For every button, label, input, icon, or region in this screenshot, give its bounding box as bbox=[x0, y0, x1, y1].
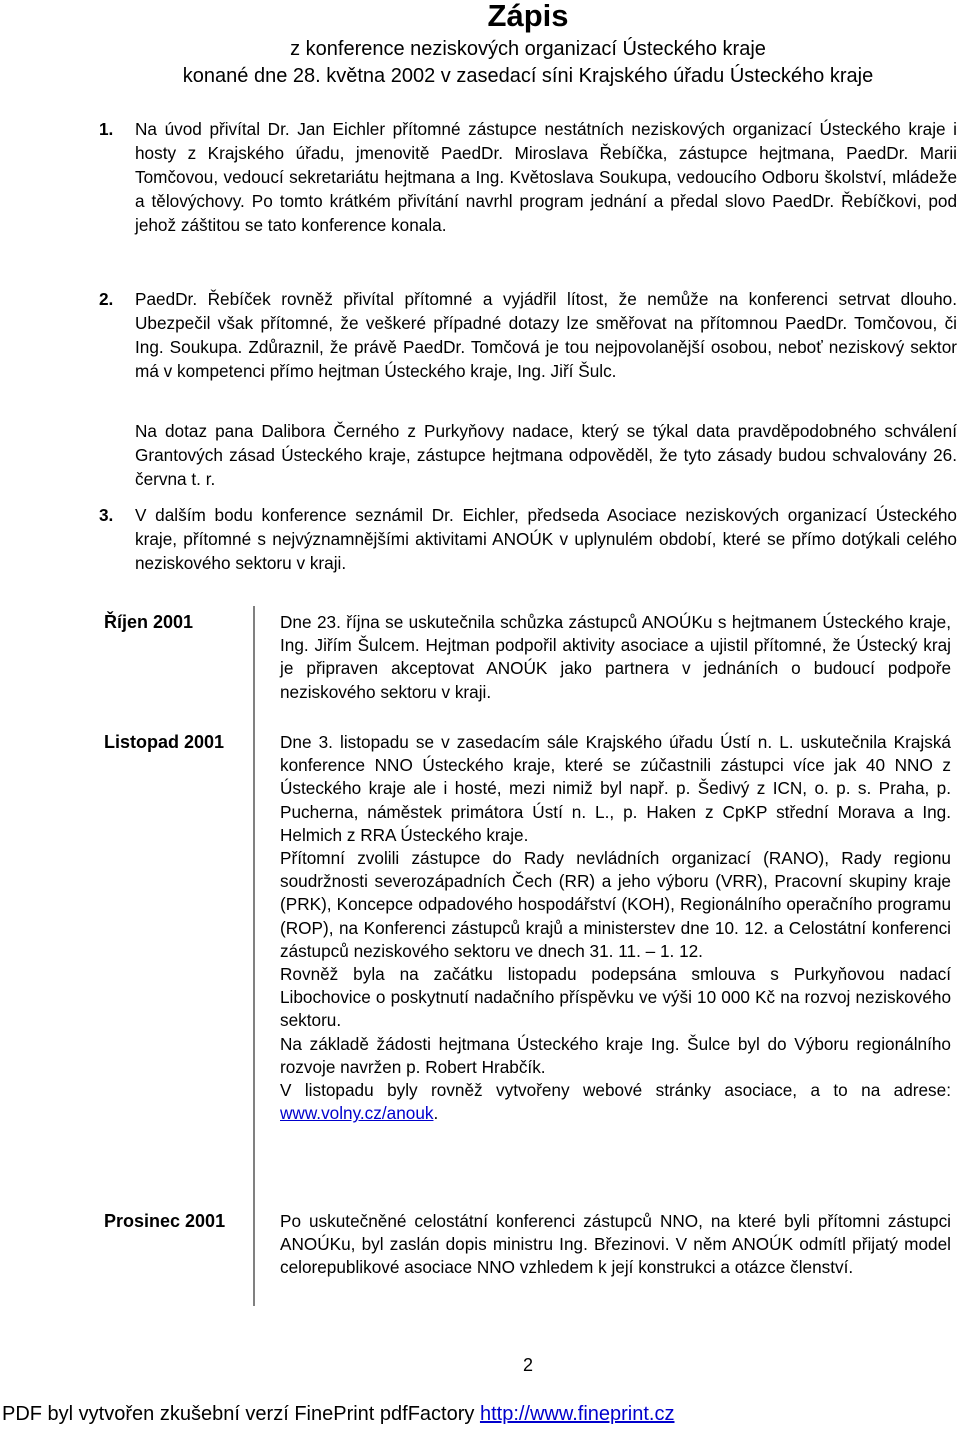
item-text: PaedDr. Řebíček rovněž přivítal přítomné a vyjádřil lítost, že nemůže na konferenci setrvat dlouho. Ubezpečil však přítomné, že veškeré případné dotazy lze směřovat na přítomnou PaedDr. Tomčovou, či Ing. Soukupa. Zdůraznil, že právě PaedDr. Tomčová je tou nejpovolanější osobou, neboť neziskový sektor má v kompetenci přímo hejtman Ústeckého kraje, Ing. Jiří Šulc. bbox=[135, 289, 957, 381]
agenda-item-3 bbox=[99, 503, 957, 575]
agenda-item-1 bbox=[99, 117, 957, 237]
item-number: 3. bbox=[99, 505, 114, 525]
entry-paragraph: Dne 3. listopadu se v zasedacím sále Krajského úřadu Ústí n. L. uskutečnila Krajská konference NNO Ústeckého kraje, které se zúčastnili zástupci více jak 40 NNO z Ústeckého kraje ale i hosté, mezi nimiž byl např. p. Šedivý z ICN, o. p. s. Praha, p. Pucherna, náměstek primátora Ústí n. L., p. Haken z CpKP střední Morava a Ing. Helmich z RRA Ústeckého kraje. bbox=[280, 732, 951, 845]
page-number: 2 bbox=[522, 1355, 533, 1375]
question-paragraph: Na dotaz pana Dalibora Černého z Purkyňovy nadace, který se týkal data pravděpodobného schválení Grantových zásad Ústeckého kraje, zástupce hejtmana odpověděl, že tyto zásady budou schvalovány 26. června t. r. bbox=[135, 421, 957, 489]
document-subtitle-date: konané dne 28. května 2002 v zasedací síni Krajského úřadu Ústeckého kraje bbox=[182, 65, 874, 87]
month-label-listopad: Listopad 2001 bbox=[104, 732, 225, 752]
footer bbox=[2, 1402, 674, 1426]
item-number: 1. bbox=[99, 119, 114, 139]
entry-text: V listopadu byly rovněž vytvořeny webové stránky asociace, a to na adrese: bbox=[280, 1080, 951, 1101]
entry-text-end: . bbox=[433, 1103, 439, 1124]
timeline-divider bbox=[253, 606, 255, 1306]
entry-paragraph: Na základě žádosti hejtmana Ústeckého kraje Ing. Šulce byl do Výboru regionálního rozvoje navržen p. Robert Hrabčík. bbox=[280, 1033, 951, 1077]
month-label-rijen: Říjen 2001 bbox=[104, 612, 194, 632]
document-subtitle: z konference neziskových organizací Ústeckého kraje bbox=[290, 38, 766, 60]
entry-paragraph: Rovněž byla na začátku listopadu podepsána smlouva s Purkyňovou nadací Libochovice o poskytnutí nadačního příspěvku ve výši 10 000 Kč na rozvoj neziskového sektoru. bbox=[280, 964, 951, 1031]
footer-link[interactable]: http://www.fineprint.cz bbox=[479, 1403, 675, 1425]
agenda-item-2 bbox=[99, 287, 957, 383]
item-text: V dalším bodu konference seznámil Dr. Eichler, předseda Asociace neziskových organizací Ústeckého kraje, přítomné s nejvýznamnějšími aktivitami ANOÚK v uplynulém období, které se přímo dotýkali celého neziskového sektoru v kraji. bbox=[135, 505, 957, 573]
website-link[interactable]: www.volny.cz/anouk bbox=[280, 1103, 434, 1124]
footer-text: PDF byl vytvořen zkušební verzí FinePrint pdfFactory bbox=[2, 1403, 480, 1425]
entry-paragraph bbox=[280, 1079, 951, 1125]
month-label-prosinec: Prosinec 2001 bbox=[104, 1211, 226, 1231]
entry-paragraph: Dne 23. října se uskutečnila schůzka zástupců ANOÚKu s hejtmanem Ústeckého kraje, Ing. Jiřím Šulcem. Hejtman podpořil aktivity asociace a ujistil přítomné, že Ústecký kraj je připraven akceptovat ANOÚK jako partnera v jednáních o budoucí podpoře neziskového sektoru v kraji. bbox=[280, 612, 951, 702]
document-title: Zápis bbox=[487, 0, 569, 33]
month-entry-listopad bbox=[280, 731, 951, 1125]
entry-paragraph: Přítomní zvolili zástupce do Rady nevládních organizací (RANO), Rady regionu soudržnosti severozápadních Čech (RR) a jeho výboru (VRR), Pracovní skupiny kraje (PRK), Koncepce odpadového hospodářství (KOH), Regionálního operačního programu (ROP), na Konferenci zástupců krajů a ministerstev dne 10. 12. a Celostátní konferenci zástupců neziskového sektoru ve dnech 31. 11. – 1. 12. bbox=[280, 848, 951, 961]
item-number: 2. bbox=[99, 289, 114, 309]
entry-paragraph: Po uskutečněné celostátní konferenci zástupců NNO, na které byli přítomni zástupci ANOÚKu, byl zaslán dopis ministru Ing. Březinovi. V něm ANOÚK odmítl přijatý model celorepublikové asociace NNO vzhledem k její konstrukci a otázce členství. bbox=[280, 1211, 951, 1278]
month-entry-rijen bbox=[280, 611, 951, 704]
item-text: Na úvod přivítal Dr. Jan Eichler přítomné zástupce nestátních neziskových organizací Ústeckého kraje i hosty z Krajského úřadu, jmenovitě PaedDr. Miroslava Řebíčka, zástupce hejtmana, PaedDr. Marii Tomčovou, vedoucí sekretariátu hejtmana a Ing. Květoslava Soukupa, vedoucího Odboru školství, mládeže a tělovýchovy. Po tomto krátkém přivítání navrhl program jednání a předal slovo PaedDr. Řebíčkovi, pod jehož záštitou se tato konference konala. bbox=[135, 119, 957, 235]
month-entry-prosinec bbox=[280, 1210, 951, 1280]
